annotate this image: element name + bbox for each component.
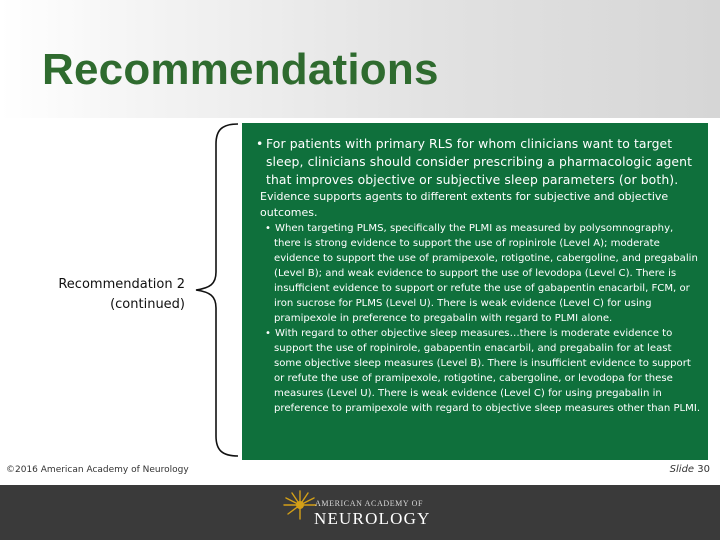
- sub-bullet-objective-sleep: • With regard to other objective sleep measures…there is moderate evidence to support the use of ropinirole, gabapentin enacarbil, and pregabalin for at least some objective sleep measures (Level B). There is insufficient evidence to support or refute the use of pramipexole, rotigotine, cabergoline, or levodopa for these measures (Level U). There is weak evidence (Level C) for using pregabalin in preference to pramipexole with regard to objective sleep measures other than PLMI.: [265, 328, 701, 414]
- slide-title: Recommendations: [42, 45, 439, 94]
- main-bullet: • For patients with primary RLS for whom clinicians want to target sleep, clinicians should consider prescribing a pharmacologic agent that improves objective or subjective sleep parameters (or both).: [256, 136, 693, 187]
- slide-label: Slide: [669, 464, 695, 475]
- copyright-text: ©2016 American Academy of Neurology: [6, 465, 189, 475]
- main-bullet-text: For patients with primary RLS for whom clinicians want to target sleep, clinicians should consider prescribing a pharmacologic agent that improves objective or subjective sleep parameters (or both).: [266, 136, 693, 187]
- content-box: [242, 123, 708, 460]
- left-brace-icon: [190, 120, 242, 460]
- slide-number: [670, 464, 710, 475]
- sub-bullet-plms: • When targeting PLMS, specifically the PLMI as measured by polysomnography, there is strong evidence to support the use of ropinirole (Level A); moderate evidence to support the use of pramipexole, rotigotine, cabergoline, and pregabalin (Level B); and weak evidence to support the use of levodopa (Level C). There is insufficient evidence to support or refute the use of gabapentin enacarbil, FCM, or iron sucrose for PLMS (Level U). There is weak evidence (Level C) for using pramipexole in preference to pregabalin with regard to PLMI alone.: [265, 223, 698, 324]
- slide-number-value: 30: [697, 464, 710, 475]
- recommendation-label-line2: (continued): [110, 297, 185, 312]
- logo-big-text: NEUROLOGY: [314, 509, 431, 528]
- sub-bullet-text: When targeting PLMS, specifically the PLMI as measured by polysomnography, there is strong evidence to support the use of ropinirole (Level A); moderate evidence to support the use of pramipexole, rotigotine, cabergoline, and pregabalin (Level B); and weak evidence to support the use of levodopa (Level C). There is insufficient evidence to support or refute the use of gabapentin enacarbil, FCM, or iron sucrose for PLMS (Level U). There is weak evidence (Level C) for using pramipexole in preference to pregabalin with regard to PLMI alone.: [274, 223, 698, 324]
- sub-bullet-text: With regard to other objective sleep measures…there is moderate evidence to support the use of ropinirole, gabapentin enacarbil, and pregabalin for at least some objective sleep measures (Level B). There is insufficient evidence to support or refute the use of pramipexole, rotigotine, cabergoline, or levodopa for these measures (Level U). There is weak evidence (Level C) for using pregabalin in preference to pramipexole with regard to objective sleep measures other than PLMI.: [274, 328, 701, 414]
- evidence-text: Evidence supports agents to different extents for subjective and objective outcomes.: [260, 190, 669, 219]
- recommendation-label: [20, 275, 185, 315]
- aan-logo-icon: [283, 490, 317, 520]
- recommendation-label-line1: Recommendation 2: [58, 277, 185, 292]
- logo-small-text: AMERICAN ACADEMY OF: [315, 499, 424, 508]
